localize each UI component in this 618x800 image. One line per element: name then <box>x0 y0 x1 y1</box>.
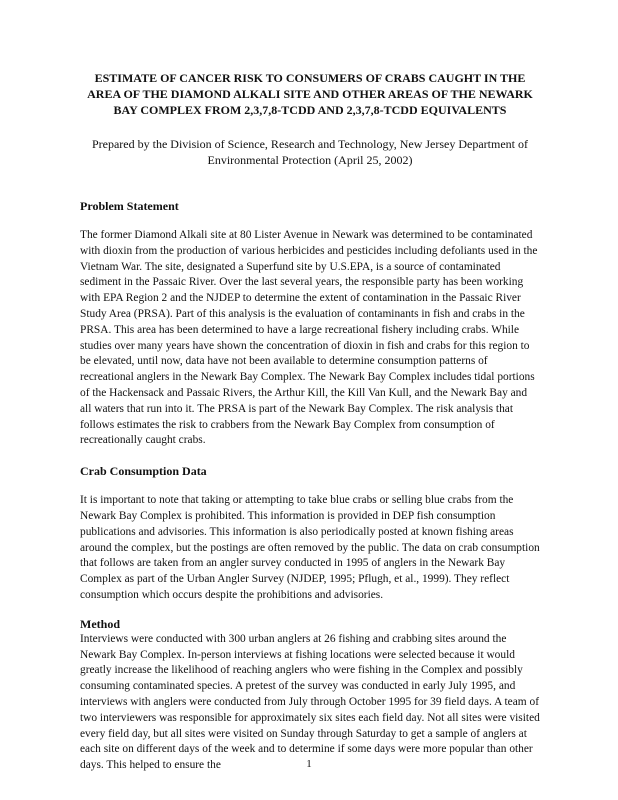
page-number: 1 <box>306 758 312 770</box>
document-title: ESTIMATE OF CANCER RISK TO CONSUMERS OF CRABS CAUGHT IN THE AREA OF THE DIAMOND ALKALI SITE AND OTHER AREAS OF THE NEWARK BAY COMPLEX FROM 2,3,7,8-TCDD AND 2,3,7,8-TCDD EQUIVALENTS <box>87 71 533 117</box>
section-body: It is important to note that taking or attempting to take blue crabs or selling blue crabs from the Newark Bay Complex is prohibited. This information is provided in DEP fish consumption publications and advisories. This information is also periodically posted at known fishing areas around the complex, but the postings are often removed by the public. The data on crab consumption that follows are taken from an angler survey conducted in 1995 of anglers in the Newark Bay Complex as part of the Urban Angler Survey (NJDEP, 1995; Pflugh, et al., 1999). They reflect consumption which occurs despite the prohibitions and advisories. <box>80 494 540 601</box>
section-heading: Method <box>80 616 120 631</box>
section-heading: Crab Consumption Data <box>80 464 207 479</box>
section-crab-consumption-data <box>80 463 540 604</box>
section-body: The former Diamond Alkali site at 80 Lister Avenue in Newark was determined to be contaminated with dioxin from the production of various herbicides and pesticides including defoliants used in the Vietnam War. The site, designated a Superfund site by U.S.EPA, is a source of contaminated sediment in the Passaic River. Over the last several years, the responsible party has been working with EPA Region 2 and the NJDEP to determine the extent of contamination in the Passaic River Study Area (PRSA). Part of this analysis is the evaluation of contaminants in fish and crabs in the PRSA. This area has been determined to have a large recreational fishery including crabs. While studies over many years have shown the concentration of dioxin in fish and crabs for this region to be elevated, until now, data have not been available to determine consumption patterns of recreational anglers in the Newark Bay Complex. The Newark Bay Complex includes tidal portions of the Hackensack and Passaic Rivers, the Arthur Kill, the Kill Van Kull, and the Newark Bay and all waters that run into it. The PRSA is part of the Newark Bay Complex. The risk analysis that follows estimates the risk to crabbers from the Newark Bay Complex from consumption of recreationally caught crabs. <box>80 229 538 447</box>
section-problem-statement <box>80 198 540 449</box>
prepared-by-line: Prepared by the Division of Science, Research and Technology, New Jersey Department of Environmental Protection (April 25, 2002) <box>91 137 529 167</box>
document-page <box>80 70 540 774</box>
section-heading: Problem Statement <box>80 199 179 213</box>
section-method <box>80 616 540 774</box>
section-body: Interviews were conducted with 300 urban anglers at 26 fishing and crabbing sites around the Newark Bay Complex. In-person interviews at fishing locations were selected because it would greatly increase the likelihood of reaching anglers who were fishing in the Complex and possibly consuming contaminated species. A pretest of the survey was conducted in early July 1995, and interviews with anglers were conducted from July through October 1995 for 39 field days. A team of two interviewers was responsible for approximately six sites each field day. Not all sites were visited every field day, but all sites were visited on Sunday through Saturday to get a sample of anglers at each site on different days of the week and to determine if some days were more popular than other days. This helped to ensure the <box>80 632 540 772</box>
